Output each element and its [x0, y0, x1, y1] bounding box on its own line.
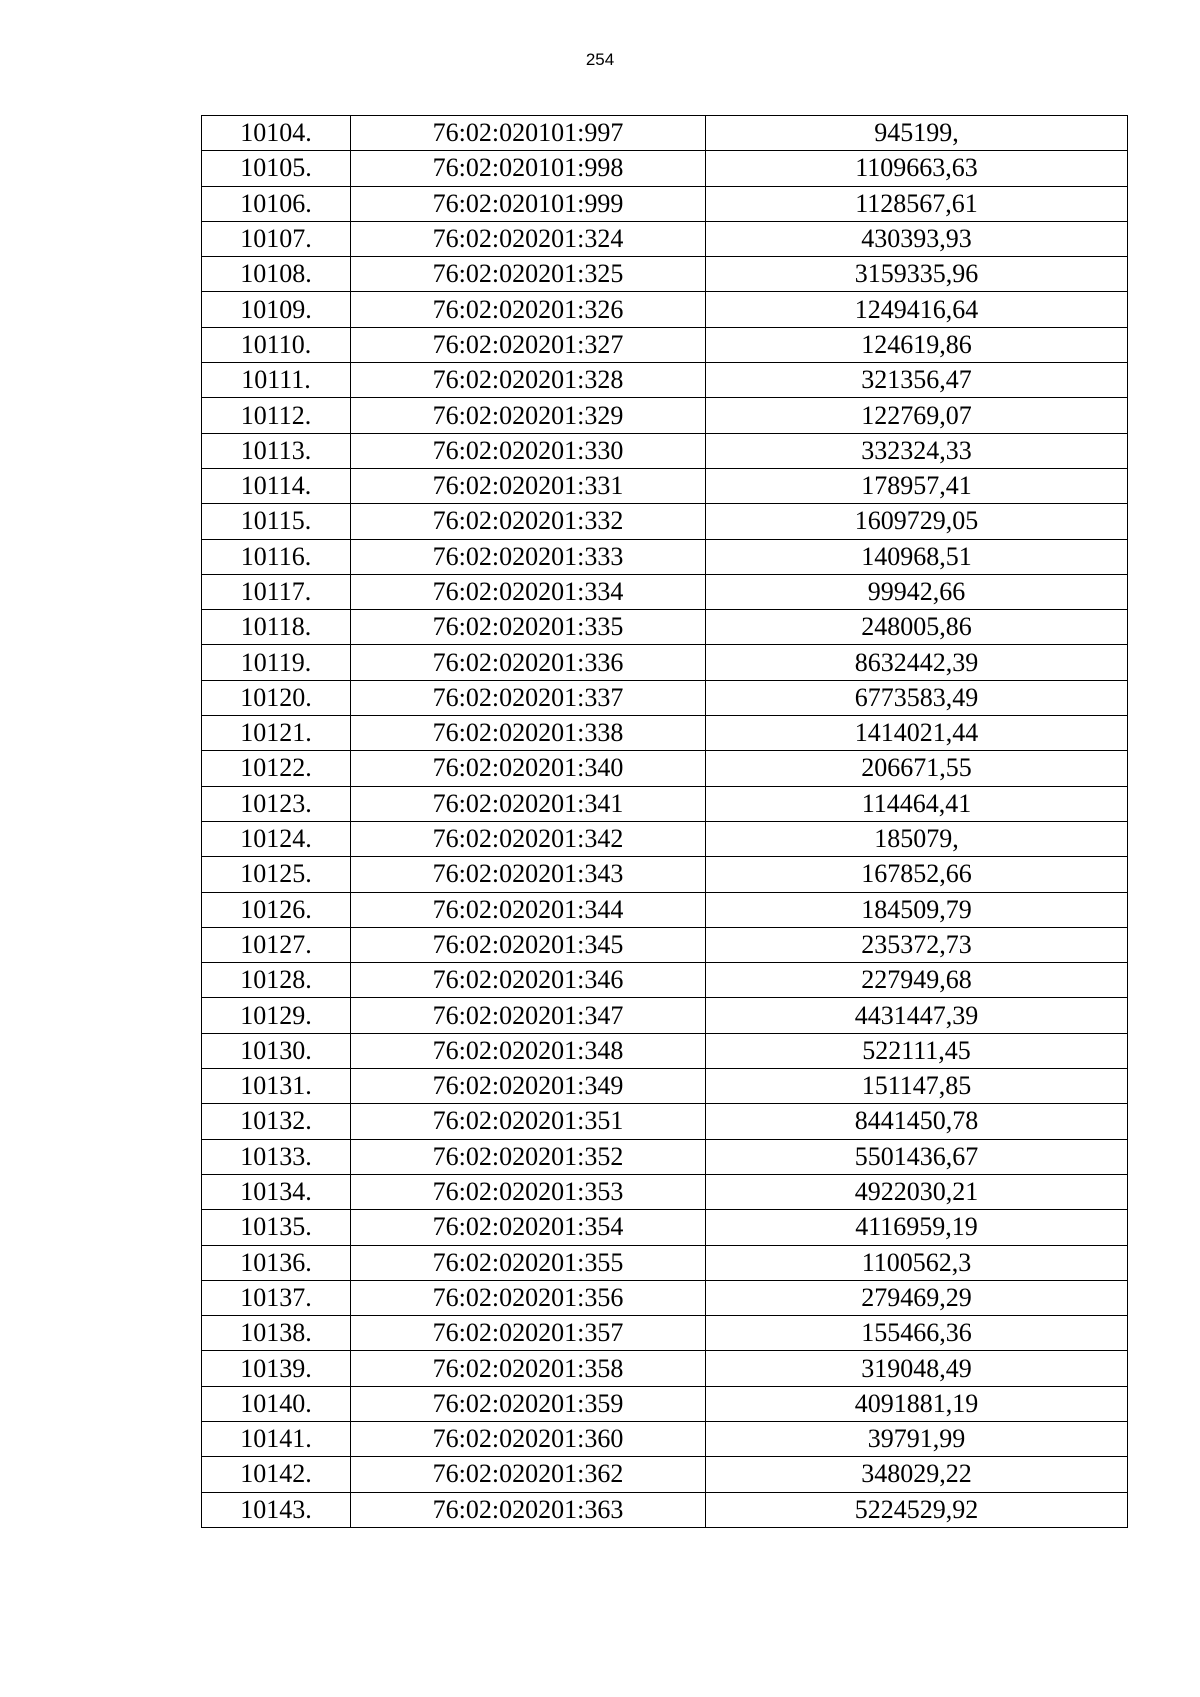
- row-number-cell: 10110.: [202, 327, 351, 362]
- cadastral-number-cell: 76:02:020201:326: [351, 292, 706, 327]
- cadastral-number-cell: 76:02:020201:330: [351, 433, 706, 468]
- cadastral-value-cell: 8632442,39: [706, 645, 1128, 680]
- cadastral-value-cell: 279469,29: [706, 1280, 1128, 1315]
- row-number-cell: 10128.: [202, 963, 351, 998]
- row-number-cell: 10108.: [202, 257, 351, 292]
- cadastral-number-cell: 76:02:020101:999: [351, 186, 706, 221]
- table-row: [202, 1139, 1128, 1174]
- cadastral-number-cell: 76:02:020201:359: [351, 1386, 706, 1421]
- table-row: [202, 1421, 1128, 1456]
- cadastral-number-cell: 76:02:020201:327: [351, 327, 706, 362]
- row-number-cell: 10133.: [202, 1139, 351, 1174]
- cadastral-number-cell: 76:02:020201:332: [351, 504, 706, 539]
- cadastral-number-cell: 76:02:020201:358: [351, 1351, 706, 1386]
- cadastral-value-cell: 114464,41: [706, 786, 1128, 821]
- table-row: [202, 645, 1128, 680]
- row-number-cell: 10107.: [202, 221, 351, 256]
- cadastral-number-cell: 76:02:020201:351: [351, 1104, 706, 1139]
- table-row: [202, 504, 1128, 539]
- table-row: [202, 398, 1128, 433]
- cadastral-value-cell: 235372,73: [706, 927, 1128, 962]
- cadastral-number-cell: 76:02:020201:356: [351, 1280, 706, 1315]
- row-number-cell: 10142.: [202, 1457, 351, 1492]
- table-row: [202, 363, 1128, 398]
- table-row: [202, 292, 1128, 327]
- row-number-cell: 10120.: [202, 680, 351, 715]
- table-row: [202, 1492, 1128, 1527]
- table-row: [202, 1280, 1128, 1315]
- cadastral-number-cell: 76:02:020201:342: [351, 821, 706, 856]
- row-number-cell: 10104.: [202, 116, 351, 151]
- cadastral-number-cell: 76:02:020201:333: [351, 539, 706, 574]
- table-row: [202, 1033, 1128, 1068]
- page-number: 254: [585, 50, 615, 69]
- table-row: [202, 680, 1128, 715]
- cadastral-number-cell: 76:02:020201:354: [351, 1210, 706, 1245]
- row-number-cell: 10121.: [202, 716, 351, 751]
- cadastral-value-cell: 185079,: [706, 821, 1128, 856]
- table-row: [202, 892, 1128, 927]
- cadastral-value-cell: 5501436,67: [706, 1139, 1128, 1174]
- cadastral-value-cell: 4091881,19: [706, 1386, 1128, 1421]
- cadastral-number-cell: 76:02:020201:343: [351, 857, 706, 892]
- row-number-cell: 10117.: [202, 574, 351, 609]
- row-number-cell: 10127.: [202, 927, 351, 962]
- row-number-cell: 10114.: [202, 468, 351, 503]
- table-row: [202, 327, 1128, 362]
- row-number-cell: 10135.: [202, 1210, 351, 1245]
- row-number-cell: 10130.: [202, 1033, 351, 1068]
- row-number-cell: 10123.: [202, 786, 351, 821]
- row-number-cell: 10109.: [202, 292, 351, 327]
- cadastral-value-cell: 945199,: [706, 116, 1128, 151]
- cadastral-value-cell: 5224529,92: [706, 1492, 1128, 1527]
- table-row: [202, 186, 1128, 221]
- table-row: [202, 468, 1128, 503]
- cadastral-number-cell: 76:02:020101:997: [351, 116, 706, 151]
- row-number-cell: 10106.: [202, 186, 351, 221]
- cadastral-value-cell: 122769,07: [706, 398, 1128, 433]
- row-number-cell: 10137.: [202, 1280, 351, 1315]
- row-number-cell: 10124.: [202, 821, 351, 856]
- cadastral-value-cell: 178957,41: [706, 468, 1128, 503]
- cadastral-value-cell: 3159335,96: [706, 257, 1128, 292]
- cadastral-value-cell: 155466,36: [706, 1316, 1128, 1351]
- table-row: [202, 221, 1128, 256]
- row-number-cell: 10140.: [202, 1386, 351, 1421]
- table-row: [202, 116, 1128, 151]
- cadastral-number-cell: 76:02:020201:352: [351, 1139, 706, 1174]
- cadastral-value-cell: 1128567,61: [706, 186, 1128, 221]
- row-number-cell: 10126.: [202, 892, 351, 927]
- row-number-cell: 10131.: [202, 1069, 351, 1104]
- row-number-cell: 10136.: [202, 1245, 351, 1280]
- cadastral-number-cell: 76:02:020101:998: [351, 151, 706, 186]
- cadastral-value-cell: 140968,51: [706, 539, 1128, 574]
- table-row: [202, 1104, 1128, 1139]
- cadastral-number-cell: 76:02:020201:324: [351, 221, 706, 256]
- cadastral-value-cell: 248005,86: [706, 610, 1128, 645]
- cadastral-number-cell: 76:02:020201:331: [351, 468, 706, 503]
- table-row: [202, 751, 1128, 786]
- row-number-cell: 10113.: [202, 433, 351, 468]
- table-row: [202, 857, 1128, 892]
- cadastral-value-cell: 321356,47: [706, 363, 1128, 398]
- cadastral-value-cell: 1249416,64: [706, 292, 1128, 327]
- row-number-cell: 10116.: [202, 539, 351, 574]
- cadastral-number-cell: 76:02:020201:348: [351, 1033, 706, 1068]
- cadastral-number-cell: 76:02:020201:341: [351, 786, 706, 821]
- row-number-cell: 10122.: [202, 751, 351, 786]
- cadastral-value-cell: 332324,33: [706, 433, 1128, 468]
- table-row: [202, 1351, 1128, 1386]
- row-number-cell: 10134.: [202, 1174, 351, 1209]
- cadastral-value-cell: 206671,55: [706, 751, 1128, 786]
- row-number-cell: 10105.: [202, 151, 351, 186]
- cadastral-value-cell: 522111,45: [706, 1033, 1128, 1068]
- row-number-cell: 10119.: [202, 645, 351, 680]
- cadastral-value-cell: 151147,85: [706, 1069, 1128, 1104]
- cadastral-number-cell: 76:02:020201:362: [351, 1457, 706, 1492]
- cadastral-number-cell: 76:02:020201:325: [351, 257, 706, 292]
- row-number-cell: 10125.: [202, 857, 351, 892]
- cadastral-value-cell: 4922030,21: [706, 1174, 1128, 1209]
- row-number-cell: 10141.: [202, 1421, 351, 1456]
- cadastral-number-cell: 76:02:020201:334: [351, 574, 706, 609]
- cadastral-number-cell: 76:02:020201:344: [351, 892, 706, 927]
- cadastral-number-cell: 76:02:020201:328: [351, 363, 706, 398]
- cadastral-number-cell: 76:02:020201:355: [351, 1245, 706, 1280]
- cadastral-value-cell: 167852,66: [706, 857, 1128, 892]
- cadastral-number-cell: 76:02:020201:347: [351, 998, 706, 1033]
- cadastral-value-cell: 4431447,39: [706, 998, 1128, 1033]
- cadastral-value-cell: 1100562,3: [706, 1245, 1128, 1280]
- row-number-cell: 10132.: [202, 1104, 351, 1139]
- table-row: [202, 1386, 1128, 1421]
- table-row: [202, 1316, 1128, 1351]
- cadastral-value-cell: 4116959,19: [706, 1210, 1128, 1245]
- row-number-cell: 10139.: [202, 1351, 351, 1386]
- cadastral-value-cell: 1414021,44: [706, 716, 1128, 751]
- table-row: [202, 786, 1128, 821]
- cadastral-number-cell: 76:02:020201:346: [351, 963, 706, 998]
- row-number-cell: 10129.: [202, 998, 351, 1033]
- cadastral-number-cell: 76:02:020201:335: [351, 610, 706, 645]
- cadastral-number-cell: 76:02:020201:349: [351, 1069, 706, 1104]
- table-row: [202, 610, 1128, 645]
- table-row: [202, 821, 1128, 856]
- cadastral-number-cell: 76:02:020201:340: [351, 751, 706, 786]
- table-row: [202, 1210, 1128, 1245]
- table-row: [202, 539, 1128, 574]
- cadastral-value-cell: 99942,66: [706, 574, 1128, 609]
- row-number-cell: 10115.: [202, 504, 351, 539]
- row-number-cell: 10118.: [202, 610, 351, 645]
- cadastral-number-cell: 76:02:020201:336: [351, 645, 706, 680]
- cadastral-value-cell: 8441450,78: [706, 1104, 1128, 1139]
- cadastral-number-cell: 76:02:020201:360: [351, 1421, 706, 1456]
- table-row: [202, 998, 1128, 1033]
- table-row: [202, 574, 1128, 609]
- cadastral-value-cell: 39791,99: [706, 1421, 1128, 1456]
- table-row: [202, 963, 1128, 998]
- cadastral-number-cell: 76:02:020201:338: [351, 716, 706, 751]
- table-row: [202, 151, 1128, 186]
- table-row: [202, 1245, 1128, 1280]
- table-row: [202, 927, 1128, 962]
- table-row: [202, 1457, 1128, 1492]
- row-number-cell: 10138.: [202, 1316, 351, 1351]
- table-row: [202, 716, 1128, 751]
- row-number-cell: 10111.: [202, 363, 351, 398]
- cadastral-value-cell: 319048,49: [706, 1351, 1128, 1386]
- cadastral-number-cell: 76:02:020201:353: [351, 1174, 706, 1209]
- cadastral-value-cell: 430393,93: [706, 221, 1128, 256]
- cadastral-value-cell: 6773583,49: [706, 680, 1128, 715]
- cadastral-value-table: [201, 115, 1128, 1528]
- table-body: [202, 116, 1128, 1528]
- cadastral-value-cell: 184509,79: [706, 892, 1128, 927]
- cadastral-value-cell: 227949,68: [706, 963, 1128, 998]
- cadastral-value-cell: 124619,86: [706, 327, 1128, 362]
- cadastral-value-cell: 1109663,63: [706, 151, 1128, 186]
- cadastral-number-cell: 76:02:020201:345: [351, 927, 706, 962]
- table-row: [202, 433, 1128, 468]
- cadastral-number-cell: 76:02:020201:329: [351, 398, 706, 433]
- row-number-cell: 10112.: [202, 398, 351, 433]
- table-row: [202, 1069, 1128, 1104]
- row-number-cell: 10143.: [202, 1492, 351, 1527]
- cadastral-number-cell: 76:02:020201:337: [351, 680, 706, 715]
- cadastral-number-cell: 76:02:020201:357: [351, 1316, 706, 1351]
- table-row: [202, 1174, 1128, 1209]
- cadastral-value-cell: 1609729,05: [706, 504, 1128, 539]
- table-row: [202, 257, 1128, 292]
- cadastral-value-cell: 348029,22: [706, 1457, 1128, 1492]
- cadastral-number-cell: 76:02:020201:363: [351, 1492, 706, 1527]
